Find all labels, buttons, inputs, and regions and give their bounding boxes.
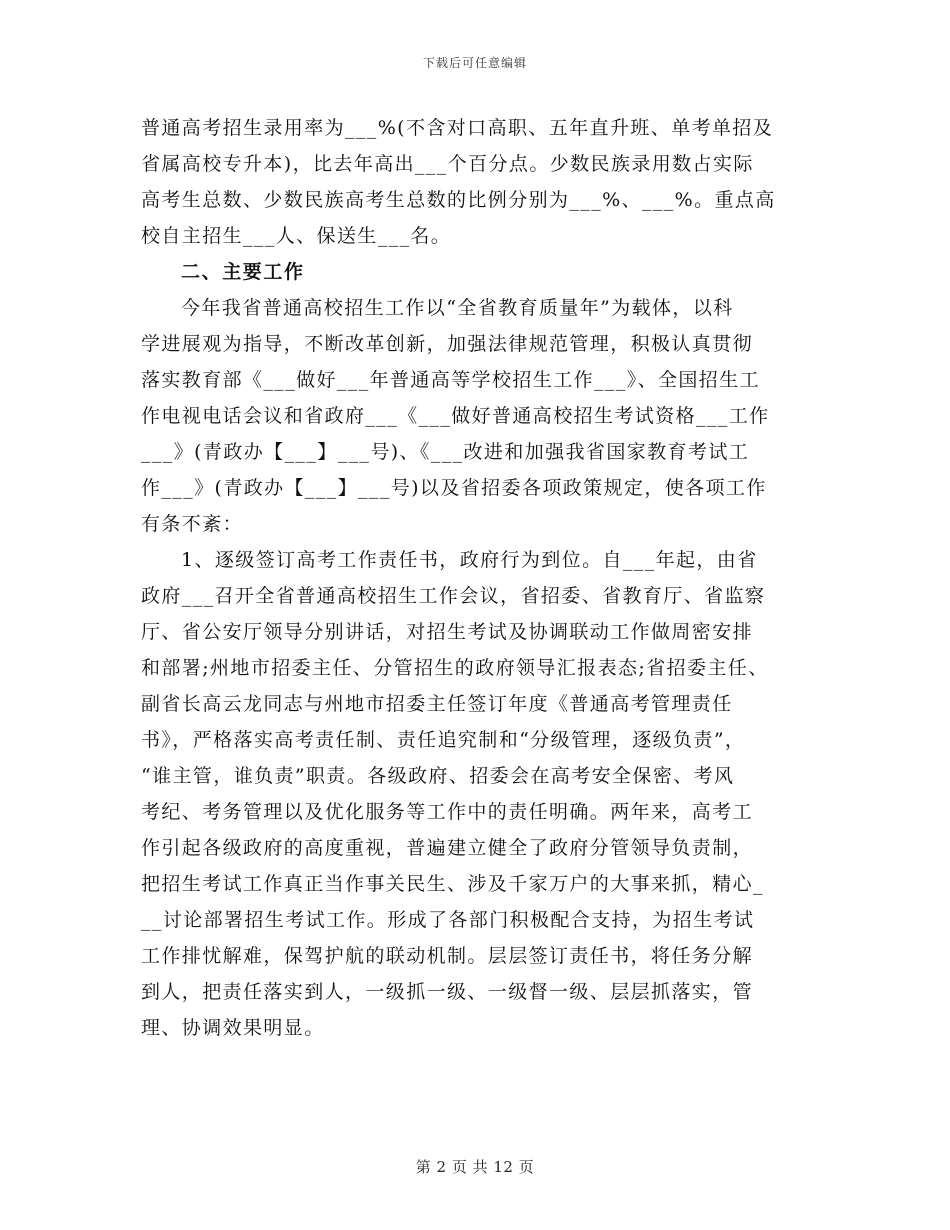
text-line: 高考生总数、少数民族高考生总数的比例分别为___%、___%。重点高	[141, 189, 776, 211]
text-line: 副省长高云龙同志与州地市招委主任签订年度《普通高考管理责任	[141, 693, 733, 715]
header-note: 下载后可任意编辑	[422, 56, 527, 70]
section-heading: 二、主要工作	[181, 261, 305, 283]
text-line: 把招生考试工作真正当作事关民生、涉及千家万户的大事来抓，精心_	[141, 873, 764, 895]
text-line: 学进展观为指导，不断改革创新，加强法律规范管理，积极认真贯彻	[141, 333, 754, 355]
text-line: 作___》(青政办【___】___号)以及省招委各项政策规定，使各项工作	[141, 477, 767, 499]
text-line: 工作排忧解难，保驾护航的联动机制。层层签订责任书，将任务分解	[141, 945, 754, 967]
text-line: 理、协调效果明显。	[141, 1017, 325, 1039]
text-line: 政府___召开全省普通高校招生工作会议，省招委、省教育厅、省监察	[141, 585, 766, 607]
text-line: 校自主招生___人、保送生___名。	[141, 225, 452, 247]
text-line: 考纪、考务管理以及优化服务等工作中的责任明确。两年来，高考工	[141, 801, 754, 823]
text-line: 作引起各级政府的高度重视，普遍建立健全了政府分管领导负责制，	[141, 837, 754, 859]
text-line: __讨论部署招生考试工作。形成了各部门积极配合支持，为招生考试	[141, 909, 755, 931]
text-line: 厅、省公安厅领导分别讲话，对招生考试及协调联动工作做周密安排	[141, 621, 754, 643]
text-line: “谁主管，谁负责”职责。各级政府、招委会在高考安全保密、考风	[141, 765, 735, 787]
text-line: ___》(青政办【___】___号)、《___改进和加强我省国家教育考试工	[141, 441, 750, 463]
text-line: 1、逐级签订高考工作责任书，政府行为到位。自___年起，由省	[181, 549, 758, 571]
page-number: 第 2 页 共 12 页	[415, 1158, 535, 1176]
text-line: 普通高考招生录用率为___%(不含对口高职、五年直升班、单考单招及	[141, 117, 774, 139]
text-line: 作电视电话会议和省政府___《___做好普通高校招生考试资格___工作	[141, 405, 770, 427]
text-line: 今年我省普通高校招生工作以“全省教育质量年”为载体，以科	[181, 297, 734, 319]
document-body	[141, 110, 813, 1046]
text-line: 落实教育部《___做好___年普通高等学校招生工作___》、全国招生工	[141, 369, 761, 391]
text-line: 有条不紊：	[141, 513, 244, 535]
text-line: 书》，严格落实高考责任制、责任追究制和“分级管理，逐级负责”，	[141, 729, 746, 751]
text-line: 和部署;州地市招委主任、分管招生的政府领导汇报表态;省招委主任、	[141, 657, 769, 679]
text-line: 到人，把责任落实到人，一级抓一级、一级督一级、层层抓落实，管	[141, 981, 754, 1003]
text-line: 省属高校专升本)，比去年高出___个百分点。少数民族录用数占实际	[141, 153, 754, 175]
